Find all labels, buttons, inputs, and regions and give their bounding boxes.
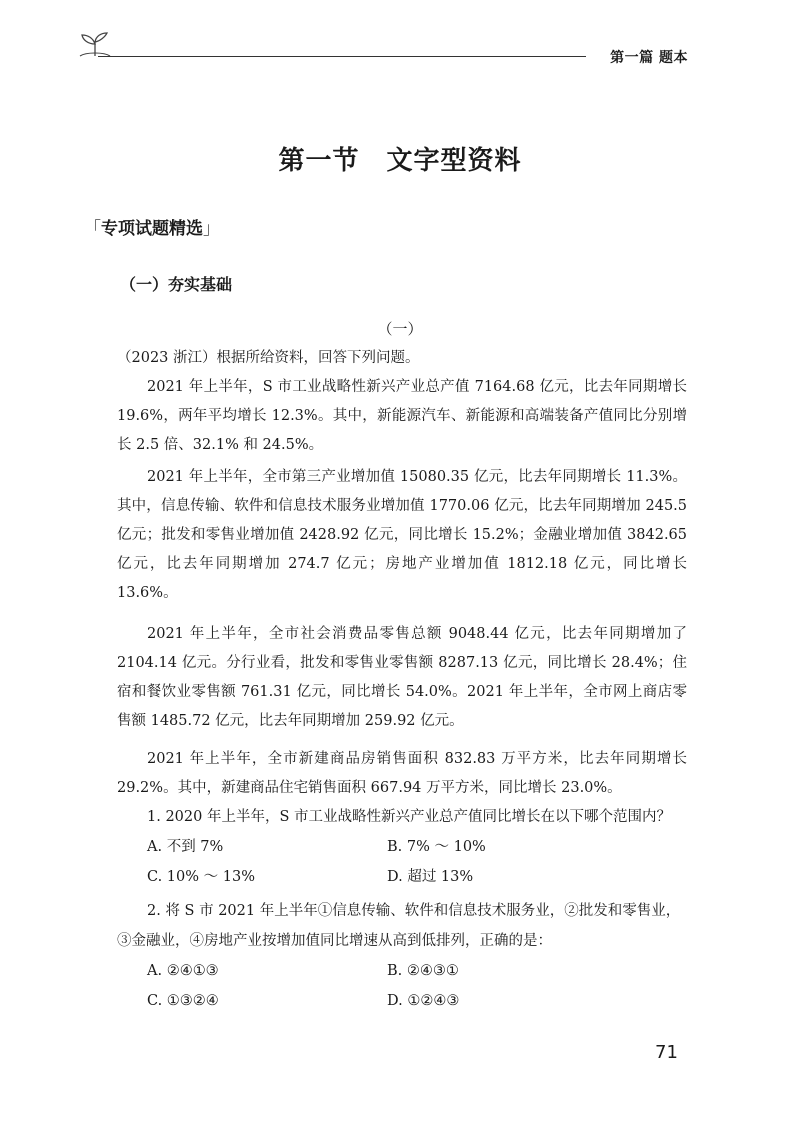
category-open-bracket: 「	[84, 219, 101, 239]
option-c[interactable]: C. ①③②④	[147, 993, 219, 1009]
category-close-bracket: 」	[203, 219, 220, 239]
question-stem: 1. 2020 年上半年，S 市工业战略性新兴产业总产值同比增长在以下哪个范围内？	[147, 809, 671, 825]
question-2	[117, 896, 687, 1016]
sprout-icon	[78, 32, 112, 58]
option-b[interactable]: B. ②④③①	[387, 963, 459, 979]
section-title: 第一节 文字型资料	[278, 146, 522, 176]
option-row	[117, 986, 687, 1016]
intro-text	[117, 344, 687, 373]
option-d[interactable]: D. ①②④③	[387, 993, 460, 1009]
page-number: 71	[655, 1042, 678, 1063]
option-a[interactable]: A. ②④①③	[147, 963, 219, 979]
paragraph-text: 2021 年上半年，S 市工业战略性新兴产业总产值 7164.68 亿元，比去年同期增长 19.6%，两年平均增长 12.3%。其中，新能源汽车、新能源和高端装备产值同比分别增长 2.5 倍、32.1% 和 24.5%。	[117, 379, 687, 453]
option-c[interactable]: C. 10% ～ 13%	[147, 869, 255, 885]
passage-paragraph-2	[117, 463, 687, 608]
option-row	[117, 862, 687, 892]
option-row	[117, 956, 687, 986]
set-label: （一）	[377, 320, 423, 338]
paragraph-text: 2021 年上半年，全市第三产业增加值 15080.35 亿元，比去年同期增长 11.3%。其中，信息传输、软件和信息技术服务业增加值 1770.06 亿元，比去年同期增加 245.5 亿元；批发和零售业增加值 2428.92 亿元，同比增长 15.2%；金融业增加值 3842.65 亿元，比去年同期增加 274.7 亿元；房地产业增加值 1812.18 亿元，同比增长 13.6%。	[117, 469, 687, 601]
question-stem: 2. 将 S 市 2021 年上半年①信息传输、软件和信息技术服务业，②批发和零售业，③金融业，④房地产业按增加值同比增速从高到低排列，正确的是：	[117, 903, 681, 949]
subsection-heading: （一）夯实基础	[120, 275, 233, 294]
option-d[interactable]: D. 超过 13%	[387, 869, 474, 885]
paragraph-text: 2021 年上半年，全市新建商品房销售面积 832.83 万平方米，比去年同期增长 29.2%。其中，新建商品住宅销售面积 667.94 万平方米，同比增长 23.0%。	[117, 751, 687, 796]
option-b[interactable]: B. 7% ～ 10%	[387, 839, 486, 855]
intro-paragraph: （2023 浙江）根据所给资料，回答下列问题。	[117, 350, 420, 366]
category-heading	[84, 214, 220, 239]
header-rule	[98, 56, 586, 57]
chapter-label: 第一篇 题本	[610, 50, 688, 66]
question-1	[117, 802, 687, 892]
category-label: 专项试题精选	[101, 219, 203, 239]
option-row	[117, 832, 687, 862]
passage-paragraph-4	[117, 745, 687, 803]
passage-paragraph-1	[117, 373, 687, 460]
passage-paragraph-3	[117, 620, 687, 736]
paragraph-text: 2021 年上半年，全市社会消费品零售总额 9048.44 亿元，比去年同期增加了 2104.14 亿元。分行业看，批发和零售业零售额 8287.13 亿元，同比增长 28.4%；住宿和餐饮业零售额 761.31 亿元，同比增长 54.0%。2021 年上半年，全市网上商店零售额 1485.72 亿元，比去年同期增加 259.92 亿元。	[117, 626, 687, 729]
option-a[interactable]: A. 不到 7%	[147, 839, 224, 855]
